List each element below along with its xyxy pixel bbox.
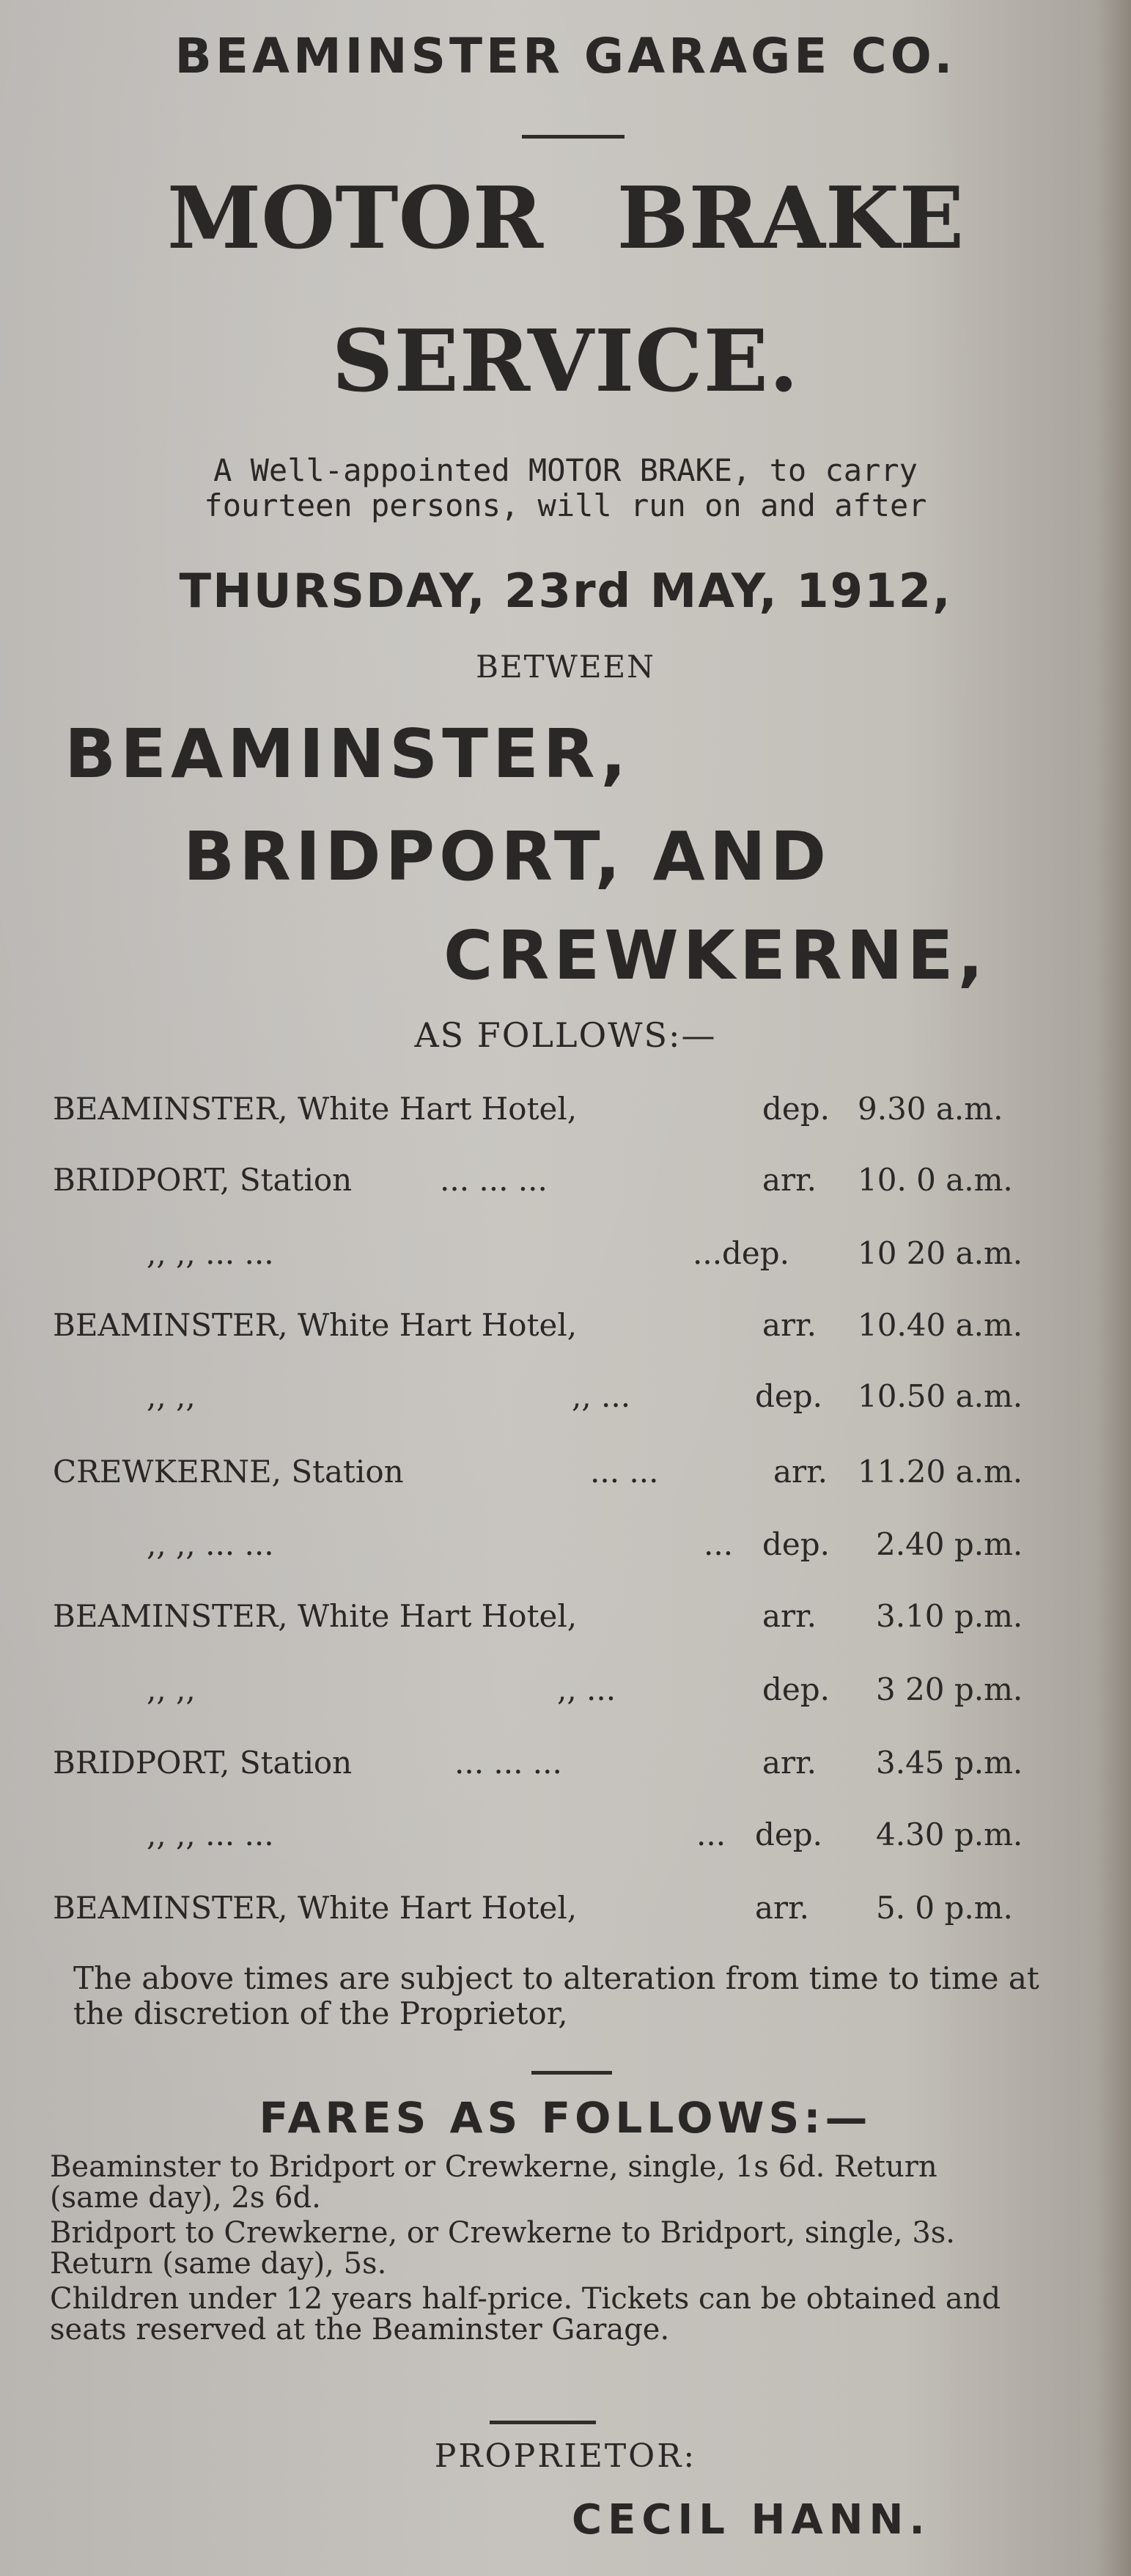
row-mode: arr. [755, 1890, 809, 1926]
company-name: BEAMINSTER GARAGE CO. [174, 28, 957, 84]
intro-line-1: A Well-appointed MOTOR BRAKE, to carry [213, 452, 918, 488]
fare-line: Children under 12 years half-price. Tickets can be obtained and seats reserved at the Beaminster Garage. [50, 2282, 1001, 2347]
table-row [0, 1745, 1131, 1789]
place-bridport: BRIDPORT, AND [183, 817, 831, 896]
row-place: BEAMINSTER, White Hart Hotel, [53, 1307, 578, 1343]
table-row [0, 1598, 1131, 1642]
intro-line-2: fourteen persons, will run on and after [204, 487, 927, 523]
row-time: 10.50 a.m. [858, 1378, 1023, 1414]
proprietor-name: CECIL HANN. [572, 2496, 931, 2544]
row-time: 5. 0 p.m. [876, 1890, 1013, 1926]
row-mode: dep. [762, 1526, 830, 1562]
row-mode: dep. [755, 1817, 822, 1852]
row-time: 3.10 p.m. [876, 1598, 1023, 1634]
row-place: BEAMINSTER, White Hart Hotel, [53, 1890, 578, 1926]
row-time: 10 20 a.m. [858, 1235, 1023, 1271]
row-mode: arr. [762, 1745, 817, 1781]
table-row [0, 1890, 1131, 1934]
row-time: 3.45 p.m. [876, 1745, 1023, 1781]
row-place: ,, ,, ... ... [147, 1526, 274, 1562]
fare-line: Bridport to Crewkerne, or Crewkerne to Bridport, single, 3s. Return (same day), 5s. [50, 2216, 956, 2281]
row-dots: ... [696, 1817, 726, 1852]
row-time: 4.30 p.m. [876, 1817, 1023, 1852]
row-dots: ... [704, 1526, 734, 1562]
row-mode: arr. [773, 1454, 828, 1490]
place-crewkerne: CREWKERNE, [443, 916, 988, 995]
row-place: BEAMINSTER, White Hart Hotel, [53, 1598, 578, 1634]
row-dots: ,, ... [572, 1378, 631, 1414]
table-row [0, 1671, 1131, 1715]
row-mode: dep. [762, 1091, 830, 1127]
row-time: 10. 0 a.m. [858, 1162, 1013, 1198]
row-dots: ... ... [590, 1454, 659, 1490]
table-row [0, 1526, 1131, 1570]
between-label: BETWEEN [476, 649, 655, 685]
fare-line: Beaminster to Bridport or Crewkerne, single, 1s 6d. Return (same day), 2s 6d. [50, 2150, 937, 2215]
fares-heading: FARES AS FOLLOWS:— [259, 2093, 872, 2143]
row-place: CREWKERNE, Station [53, 1454, 404, 1490]
table-row [0, 1162, 1131, 1206]
row-dots: ... ... ... [440, 1162, 548, 1198]
proprietor-label: PROPRIETOR: [434, 2437, 697, 2475]
row-dots: ,, ... [557, 1671, 616, 1707]
place-beaminster: BEAMINSTER, [65, 715, 631, 793]
start-date: THURSDAY, 23rd MAY, 1912, [179, 564, 952, 619]
row-place: BEAMINSTER, White Hart Hotel, [53, 1091, 578, 1127]
divider [522, 135, 625, 139]
row-time: 11.20 a.m. [858, 1454, 1023, 1490]
row-dots: ... ... ... [454, 1745, 562, 1781]
row-dots: ... [693, 1235, 723, 1271]
row-mode: arr. [762, 1162, 817, 1198]
row-place: BRIDPORT, Station [53, 1162, 353, 1198]
row-mode: dep. [722, 1235, 789, 1271]
table-row [0, 1378, 1131, 1422]
row-place: ,, ,, [147, 1671, 196, 1707]
row-time: 3 20 p.m. [876, 1671, 1023, 1707]
row-place: ,, ,, [147, 1378, 196, 1414]
as-follows-label: AS FOLLOWS:— [414, 1015, 717, 1055]
headline-service: SERVICE. [331, 312, 800, 411]
row-mode: arr. [762, 1598, 817, 1634]
row-place: ,, ,, ... ... [147, 1817, 274, 1852]
row-place: ,, ,, ... ... [147, 1235, 274, 1271]
table-row [0, 1817, 1131, 1861]
table-row [0, 1235, 1131, 1279]
divider [490, 2421, 596, 2424]
row-mode: dep. [762, 1671, 830, 1707]
row-time: 9.30 a.m. [858, 1091, 1003, 1127]
table-row [0, 1454, 1131, 1498]
row-place: BRIDPORT, Station [53, 1745, 353, 1781]
intro-text [0, 453, 1131, 523]
divider [531, 2071, 612, 2075]
row-time: 2.40 p.m. [876, 1526, 1023, 1562]
row-time: 10.40 a.m. [858, 1307, 1023, 1343]
alteration-notice: The above times are subject to alteration from time to time at the discretion of the Proprietor, [73, 1960, 1039, 2031]
row-mode: arr. [762, 1307, 817, 1343]
row-mode: dep. [755, 1378, 822, 1414]
table-row [0, 1307, 1131, 1351]
table-row [0, 1091, 1131, 1135]
headline-motor-brake: MOTOR BRAKE [166, 169, 965, 268]
